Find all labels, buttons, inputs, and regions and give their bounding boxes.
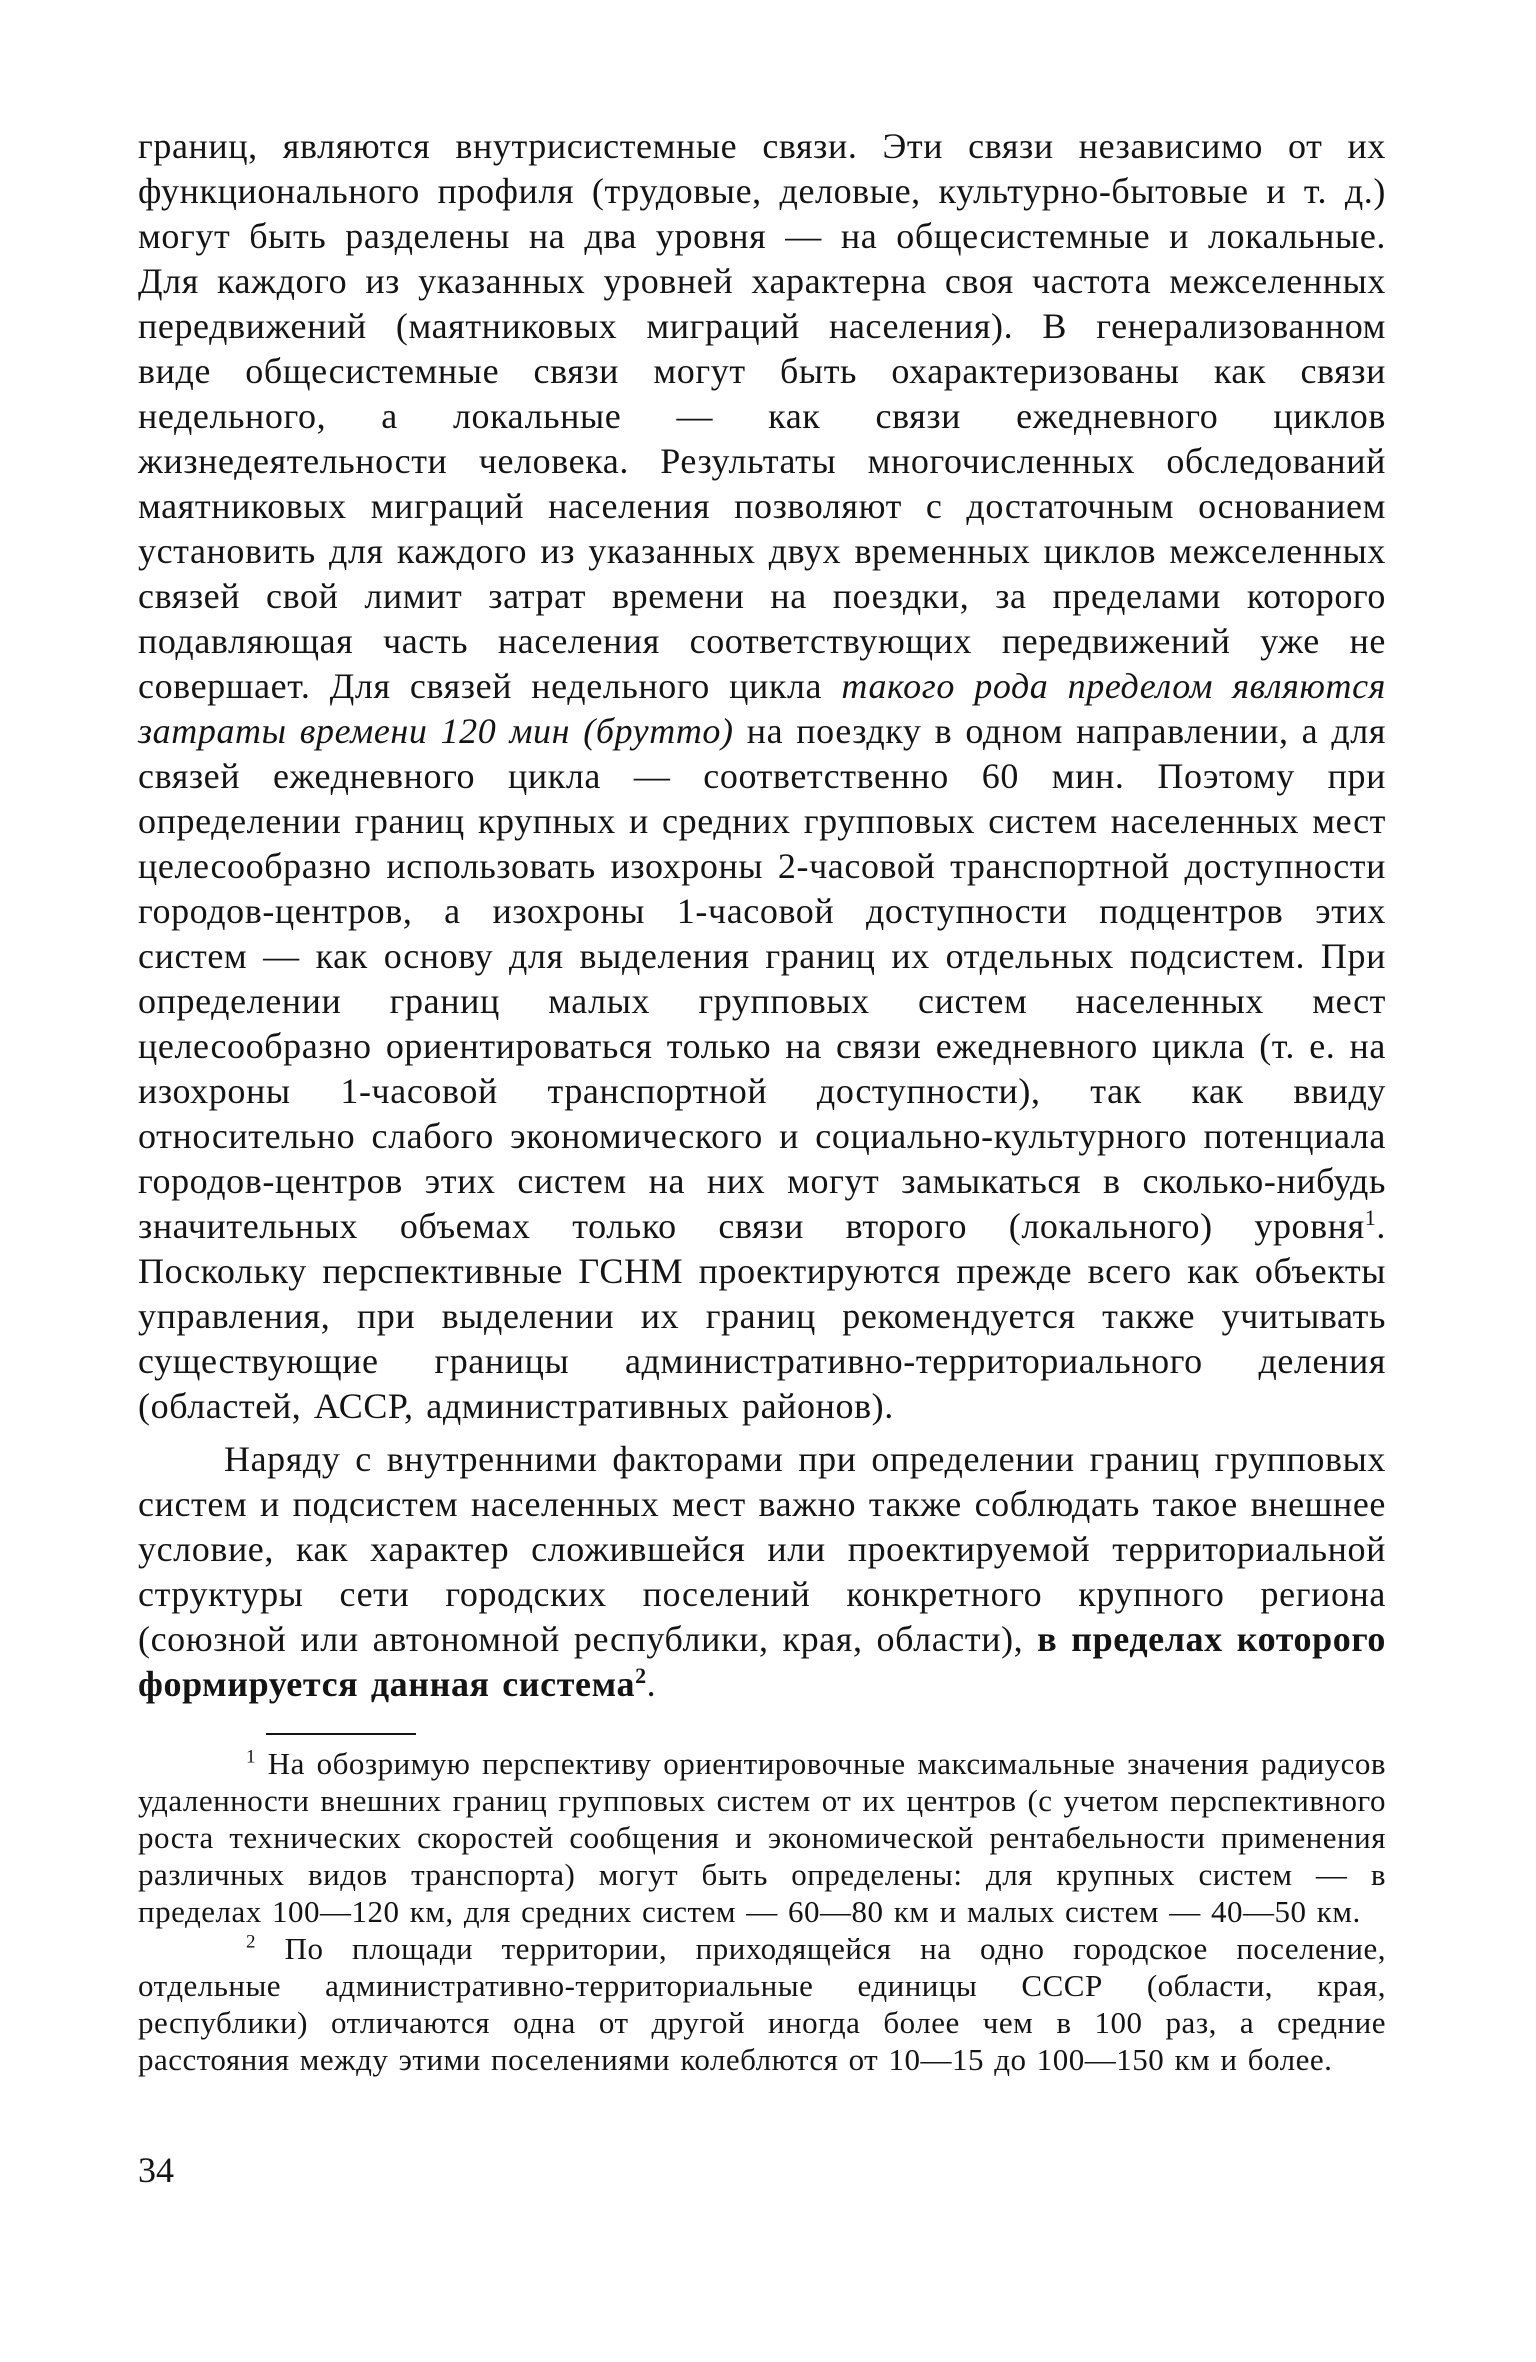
book-page: [138, 124, 1386, 2244]
footnote-2-marker: 2: [246, 1931, 256, 1953]
paragraph-1-text-a: границ, являются внутрисистемные связи. Эти связи независимо от их функционального профиля (трудовые, деловые, культурно-бытовые и т. д.) могут быть разделены на два уровня — на общесистемные и локальные. Для каждого из указанных уровней характерна своя частота межселенных передвижений (маятниковых миграций населения). В генерализованном виде общесистемные связи могут быть охарактеризованы как связи недельного, а локальные — как связи ежедневного циклов жизнедеятельности человека. Результаты многочисленных обследований маятниковых миграций населения позволяют с достаточным основанием установить для каждого из указанных двух временных циклов межселенных связей свой лимит затрат времени на поездки, за пределами которого подавляющая часть населения соответствующих передвижений уже не совершает. Для связей недельного цикла: [138, 126, 1386, 706]
page-number: 34: [138, 2150, 174, 2190]
footnote-ref-1[interactable]: 1: [1364, 1205, 1377, 1230]
body-paragraph-2: [138, 1437, 1386, 1707]
body-paragraph-1: [138, 124, 1386, 1429]
paragraph-1-italic-text: такого рода пределом являются затраты времени 120 мин (брутто): [138, 666, 1387, 751]
paragraph-1-text-c: . Поскольку перспективные ГСНМ проектируются прежде всего как объекты управления, при выделении их границ рекомендуется также учитывать существующие границы административно-территориального деления (областей, АССР, административных районов).: [138, 1206, 1386, 1426]
paragraph-2-text-b: .: [646, 1664, 657, 1704]
paragraph-2-text-a: Наряду с внутренними факторами при определении границ групповых систем и подсистем населенных мест важно также соблюдать такое внешнее условие, как характер сложившейся или проектируемой территориальной структуры сети городских поселений конкретного крупного региона (союзной или автономной республики, края, области),: [138, 1439, 1386, 1659]
footnote-1-text: На обозримую перспективу ориентировочные максимальные значения радиусов удаленности внешних границ групповых систем от их центров (с учетом перспективного роста технических скоростей сообщения и экономической рентабельности применения различных видов транспорта) могут быть определены: для крупных систем — в пределах 100—120 км, для средних систем — 60—80 км и малых систем — 40—50 км.: [138, 1746, 1386, 1929]
paragraph-1-text-b: на поездку в одном направлении, а для связей ежедневного цикла — соответственно 60 мин. Поэтому при определении границ крупных и средних групповых систем населенных мест целесообразно использовать изохроны 2-часовой транспортной доступности городов-центров, а изохроны 1-часовой доступности подцентров этих систем — как основу для выделения границ их отдельных подсистем. При определении границ малых групповых систем населенных мест целесообразно ориентироваться только на связи ежедневного цикла (т. е. на изохроны 1-часовой транспортной доступности), так как ввиду относительно слабого экономического и социально-культурного потенциала городов-центров этих систем на них могут замыкаться в сколько-нибудь значительных объемах только связи второго (локального) уровня: [138, 711, 1386, 1246]
footnote-divider: [266, 1733, 416, 1735]
footnote-1-marker: 1: [246, 1746, 256, 1768]
footnote-2: [138, 1930, 1386, 2078]
footnote-2-text: По площади территории, приходящейся на одно городское поселение, отдельные административно-территориальные единицы СССР (области, края, республики) отличаются одна от другой иногда более чем в 100 раз, а средние расстояния между этими поселениями колеблются от 10—15 до 100—150 км и более.: [138, 1931, 1386, 2077]
paragraph-2-bold-text: в пределах которого формируется данная система: [138, 1619, 1386, 1704]
footnote-ref-2[interactable]: 2: [635, 1663, 647, 1688]
footnote-1: [138, 1745, 1386, 1930]
